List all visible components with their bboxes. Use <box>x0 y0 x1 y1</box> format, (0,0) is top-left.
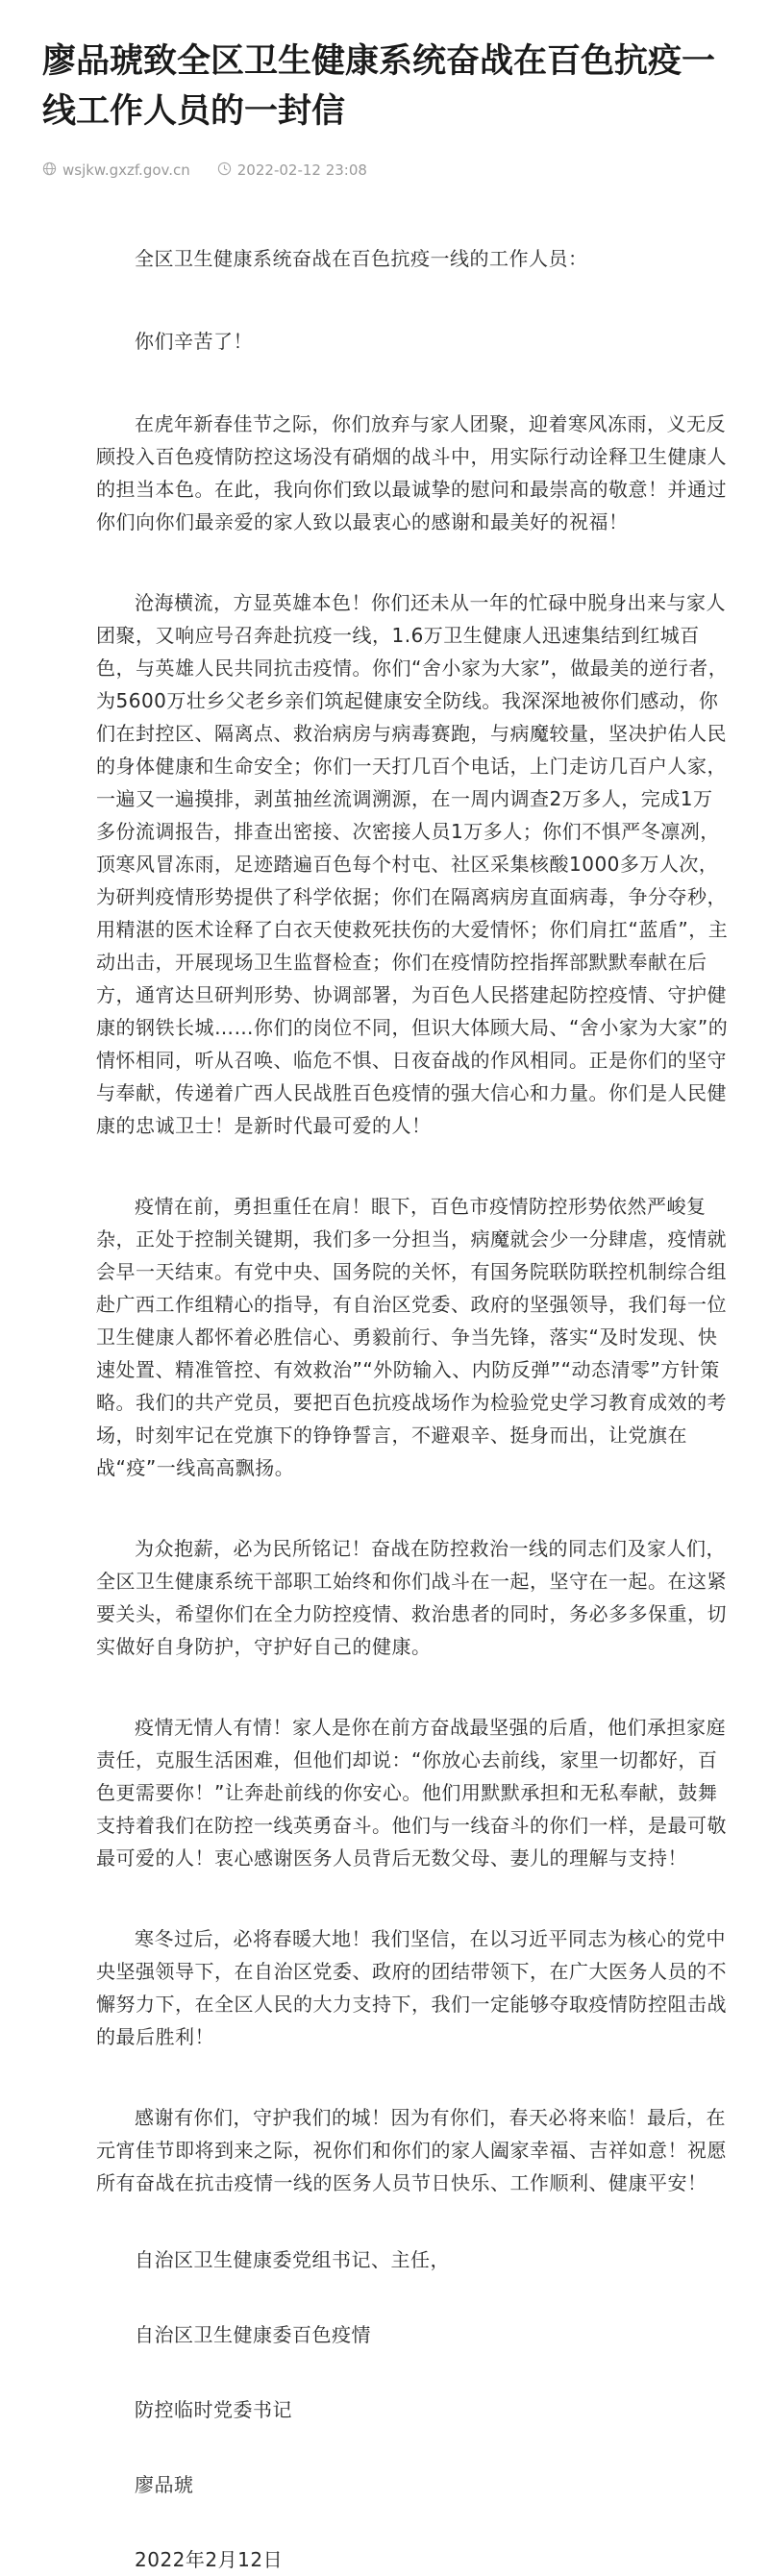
article-title: 廖品琥致全区卫生健康系统奋战在百色抗疫一线工作人员的一封信 <box>42 42 716 131</box>
globe-icon <box>42 161 62 180</box>
paragraph: 疫情无情人有情！家人是你在前方奋战最坚强的后盾，他们承担家庭责任，克服生活困难，但他们却说：“你放心去前线，家里一切都好，百色更需要你！”让奔赴前线的你安心。他们用默默承担和无私奉献，鼓舞支持着我们在防控一线英勇奋斗。他们与一线奋斗的你们一样，是最可敬最可爱的人！衷心感谢医务人员背后无数父母、妻儿的理解与支持！ <box>96 1716 727 1870</box>
time-meta <box>217 161 367 180</box>
paragraph: 为众抱薪，必为民所铭记！奋战在防控救治一线的同志们及家人们，全区卫生健康系统干部职工始终和你们战斗在一起，坚守在一起。在这紧要关头，希望你们在全力防控疫情、救治患者的同时，务必多多保重，切实做好自身防护，守护好自己的健康。 <box>96 1537 727 1658</box>
source-link[interactable]: wsjkw.gxzf.gov.cn <box>62 161 190 179</box>
letter-date: 2022年2月12日 <box>135 2548 284 2571</box>
article-meta <box>42 158 727 183</box>
publish-time: 2022-02-12 23:08 <box>236 161 367 179</box>
signer-name: 廖品琥 <box>135 2473 194 2496</box>
letter-body <box>42 242 731 2576</box>
paragraph: 在虎年新春佳节之际，你们放弃与家人团聚，迎着寒风冻雨，义无反顾投入百色疫情防控这场没有硝烟的战斗中，用实际行动诠释卫生健康人的担当本色。在此，我向你们致以最诚挚的慰问和最崇高的敬意！并通过你们向你们最亲爱的家人致以最衷心的感谢和最美好的祝福！ <box>96 412 727 533</box>
greeting: 你们辛苦了！ <box>135 330 253 353</box>
paragraph: 沧海横流，方显英雄本色！你们还未从一年的忙碌中脱身出来与家人团聚，又响应号召奔赴抗疫一线，1.6万卫生健康人迅速集结到红城百色，与英雄人民共同抗击疫情。你们“舍小家为大家”，做最美的逆行者，为5600万壮乡父老乡亲们筑起健康安全防线。我深深地被你们感动，你们在封控区、隔离点、救治病房与病毒赛跑，与病魔较量，坚决护佑人民的身体健康和生命安全；你们一天打几百个电话，上门走访几百户人家，一遍又一遍摸排，剥茧抽丝流调溯源，在一周内调查2万多人，完成1万多份流调报告，排查出密接、次密接人员1万多人；你们不惧严冬凛冽，顶寒风冒冻雨，足迹踏遍百色每个村屯、社区采集核酸1000多万人次，为研判疫情形势提供了科学依据；你们在隔离病房直面病毒，争分夺秒，用精湛的医术诠释了白衣天使救死扶伤的大爱情怀；你们肩扛“蓝盾”，主动出击，开展现场卫生监督检查；你们在疫情防控指挥部默默奉献在后方，通宵达旦研判形势、协调部署，为百色人民搭建起防控疫情、守护健康的钢铁长城……你们的岗位不同，但识大体顾大局、“舍小家为大家”的情怀相同，听从召唤、临危不惧、日夜奋战的作风相同。正是你们的坚守与奉献，传递着广西人民战胜百色疫情的强大信心和力量。你们是人民健康的忠诚卫士！是新时代最可爱的人！ <box>96 591 729 1137</box>
source-meta <box>42 161 190 180</box>
signature-line: 防控临时党委书记 <box>135 2398 292 2421</box>
paragraph: 疫情在前，勇担重任在肩！眼下，百色市疫情防控形势依然严峻复杂，正处于控制关键期，我们多一分担当，病魔就会少一分肆虐，疫情就会早一天结束。有党中央、国务院的关怀，有国务院联防联控机制综合组赴广西工作组精心的指导，有自治区党委、政府的坚强领导，我们每一位卫生健康人都怀着必胜信心、勇毅前行、争当先锋，落实“及时发现、快速处置、精准管控、有效救治”“外防输入、内防反弹”“动态清零”方针策略。我们的共产党员，要把百色抗疫战场作为检验党史学习教育成效的考场，时刻牢记在党旗下的铮铮誓言，不避艰辛、挺身而出，让党旗在战“疫”一线高高飘扬。 <box>96 1195 727 1479</box>
paragraph: 感谢有你们，守护我们的城！因为有你们，春天必将来临！最后，在元宵佳节即将到来之际，祝你们和你们的家人阖家幸福、吉祥如意！祝愿所有奋战在抗击疫情一线的医务人员节日快乐、工作顺利、健康平安！ <box>96 2106 727 2194</box>
salutation: 全区卫生健康系统奋战在百色抗疫一线的工作人员： <box>135 247 588 270</box>
paragraph: 寒冬过后，必将春暖大地！我们坚信，在以习近平同志为核心的党中央坚强领导下，在自治区党委、政府的团结带领下，在广大医务人员的不懈努力下，在全区人民的大力支持下，我们一定能够夺取疫情防控阻击战的最后胜利！ <box>96 1927 727 2048</box>
clock-icon <box>217 161 237 180</box>
signature-line: 自治区卫生健康委百色疫情 <box>135 2323 371 2346</box>
signature-line: 自治区卫生健康委党组书记、主任， <box>135 2248 450 2271</box>
signature-block <box>96 2243 731 2576</box>
